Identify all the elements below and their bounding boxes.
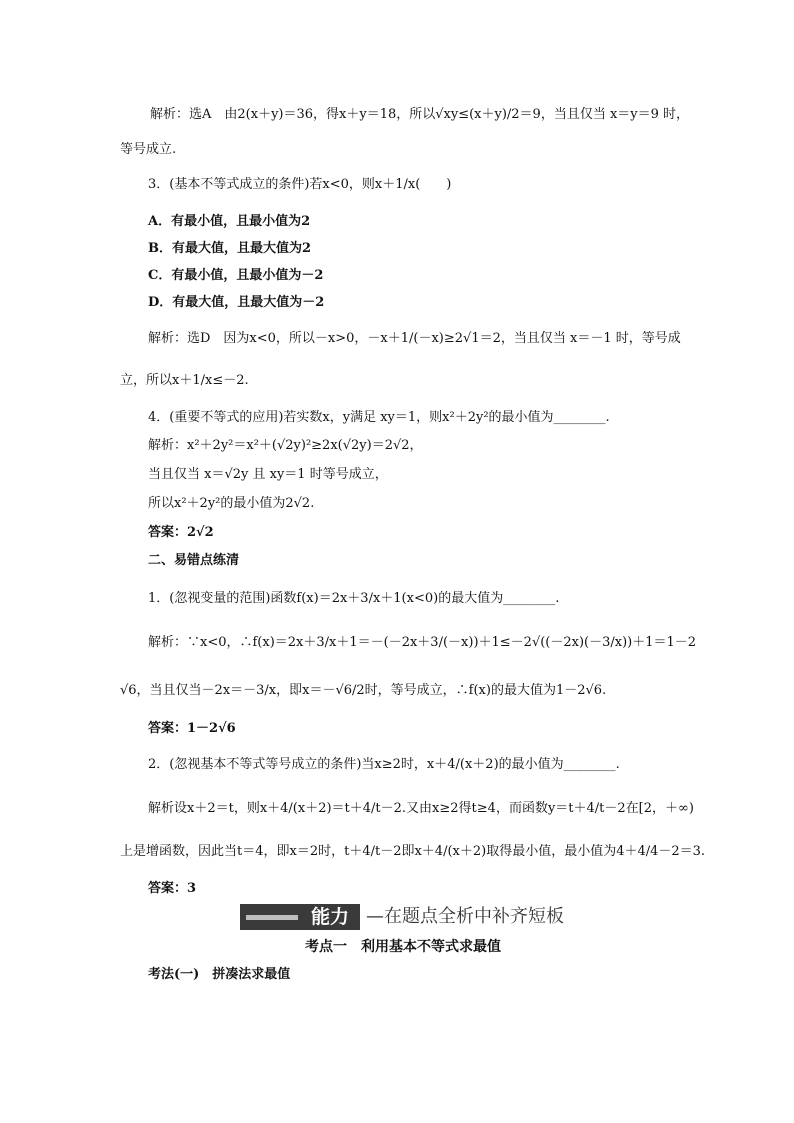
- error-question-2: 2．(忽视基本不等式等号成立的条件)当x≥2时，x＋4/(x＋2)的最小值为________.: [148, 757, 620, 772]
- banner-subtitle: —在题点全析中补齐短板: [366, 906, 564, 927]
- error-answer-1: 答案：1－2√6: [148, 721, 236, 736]
- solution-4-line-2: 当且仅当 x＝√2y 且 xy＝1 时等号成立，: [148, 467, 388, 482]
- ability-banner: [240, 904, 580, 930]
- option-d: D．有最大值，且最大值为－2: [148, 295, 325, 310]
- banner-bar: [246, 915, 298, 920]
- error-solution-2-line-2: 上是增函数，因此当t＝4，即x＝2时，t＋4/t－2即x＋4/(x＋2)取得最小值，最小值为4＋4/4－2＝3.: [120, 844, 706, 859]
- error-answer-2: 答案：3: [148, 881, 197, 896]
- solution-4-line-1: 解析：x²＋2y²＝x²＋(√2y)²≥2x(√2y)＝2√2，: [148, 438, 423, 453]
- error-solution-1-line-1: 解析：∵x<0，∴f(x)＝2x＋3/x＋1＝－(－2x＋3/(－x))＋1≤－2√((－2x)(－3/x))＋1＝1－2: [148, 635, 697, 650]
- error-question-1: 1．(忽视变量的范围)函数f(x)＝2x＋3/x＋1(x<0)的最大值为________.: [148, 591, 560, 606]
- error-solution-1-line-2: √6，当且仅当－2x＝－3/x，即x＝－√6/2时，等号成立，∴f(x)的最大值为1－2√6.: [120, 683, 607, 698]
- answer-4: 答案：2√2: [148, 525, 214, 540]
- banner-dark-box: [240, 904, 360, 930]
- option-a: A．有最小值，且最小值为2: [148, 214, 311, 229]
- solution-3-line-1: 解析：选D 因为x<0，所以－x>0，－x＋1/(－x)≥2√1＝2，当且仅当 x＝－1 时，等号成: [148, 331, 681, 346]
- option-c: C．有最小值，且最小值为－2: [148, 268, 324, 283]
- solution-line-2: 等号成立.: [120, 142, 177, 157]
- banner-title: 能力: [310, 906, 349, 928]
- section-heading-errors: 二、易错点练清: [148, 553, 240, 568]
- solution-4-line-3: 所以x²＋2y²的最小值为2√2.: [148, 496, 315, 511]
- section-title: 考点一 利用基本不等式求最值: [305, 939, 501, 955]
- question-3: 3．(基本不等式成立的条件)若x<0，则x＋1/x( ): [148, 177, 452, 192]
- option-b: B．有最大值，且最大值为2: [148, 241, 312, 256]
- method-title: 考法(一) 拼凑法求最值: [148, 967, 291, 982]
- error-solution-2-line-1: 解析设x＋2＝t，则x＋4/(x＋2)＝t＋4/t－2.又由x≥2得t≥4，而函数y＝t＋4/t－2在[2，＋∞): [148, 801, 694, 816]
- solution-3-line-2: 立，所以x＋1/x≤－2.: [120, 373, 249, 388]
- solution-line-1: 解析：选A 由2(x＋y)＝36，得x＋y＝18，所以√xy≤(x＋y)/2＝9，当且仅当 x＝y＝9 时，: [150, 107, 690, 122]
- question-4: 4．(重要不等式的应用)若实数x，y满足 xy＝1，则x²＋2y²的最小值为________.: [148, 410, 610, 425]
